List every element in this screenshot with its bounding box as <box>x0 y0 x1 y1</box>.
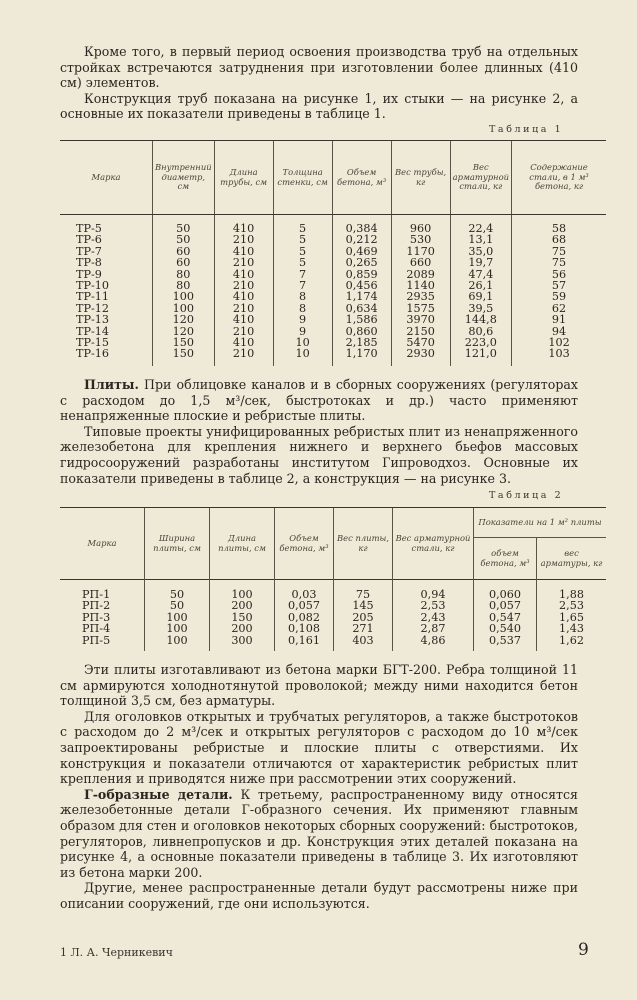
t1-cell: ТР-7 <box>76 244 102 258</box>
t2-header-cell: Ширина плиты, см <box>145 508 210 580</box>
t1-cell: 103 <box>512 348 606 365</box>
t2-cell: 0,082 <box>275 612 334 623</box>
t1-cell: 60 <box>153 257 215 268</box>
intro-block <box>60 44 578 122</box>
t1-cell: 69,1 <box>450 291 511 302</box>
t1-cell: 210 <box>214 303 273 314</box>
t1-cell: 120 <box>153 326 215 337</box>
t2-cell: 50 <box>145 580 210 601</box>
t1-cell: 660 <box>391 257 450 268</box>
table-row <box>60 600 606 611</box>
table2-header-row <box>60 508 606 538</box>
t2-cell: 2,53 <box>537 600 607 611</box>
after-paragraph-3 <box>60 787 578 881</box>
t1-cell: 0,860 <box>332 326 391 337</box>
t1-header-cell: Внутренний диаметр, см <box>153 141 215 215</box>
t1-cell: 5 <box>273 246 332 257</box>
t1-cell: 210 <box>214 280 273 291</box>
table-row <box>60 612 606 623</box>
t1-cell: ТР-11 <box>76 290 110 304</box>
t2-cell: 403 <box>334 635 393 651</box>
table-row <box>60 337 606 348</box>
t2-cell: 271 <box>334 623 393 634</box>
t2-cell: 0,547 <box>474 612 537 623</box>
t1-cell: 26,1 <box>450 280 511 291</box>
t1-cell: 80 <box>153 280 215 291</box>
t1-cell: 80 <box>153 269 215 280</box>
t2-subheader-cell: вес арматуры, кг <box>537 538 607 580</box>
t1-cell: 150 <box>153 337 215 348</box>
t2-cell: 205 <box>334 612 393 623</box>
plates-block <box>60 377 578 486</box>
t1-cell: 210 <box>214 234 273 245</box>
t1-cell: 210 <box>214 348 273 365</box>
t1-cell: 1575 <box>391 303 450 314</box>
t2-cell: 0,161 <box>275 635 334 651</box>
t2-cell: 0,057 <box>474 600 537 611</box>
t1-cell: ТР-6 <box>76 233 102 247</box>
t1-cell: ТР-12 <box>76 301 110 315</box>
table-row <box>60 635 606 651</box>
t1-cell: ТР-13 <box>76 313 110 327</box>
table-row <box>60 314 606 325</box>
table-row <box>60 269 606 280</box>
t1-header-cell: Длина трубы, см <box>214 141 273 215</box>
t1-cell: 5 <box>273 234 332 245</box>
t1-cell: 0,634 <box>332 303 391 314</box>
t1-cell: 58 <box>512 215 606 235</box>
t2-cell: 145 <box>334 600 393 611</box>
table-row <box>60 580 606 601</box>
t1-cell: 47,4 <box>450 269 511 280</box>
t2-header-cell: Вес плиты, кг <box>334 508 393 580</box>
t1-cell: 1170 <box>391 246 450 257</box>
t2-cell: 0,03 <box>275 580 334 601</box>
t2-cell: 1,65 <box>537 612 607 623</box>
t1-cell: 35,0 <box>450 246 511 257</box>
table2-body <box>60 580 606 652</box>
t1-cell: 8 <box>273 291 332 302</box>
table2-caption: Таблица 2 <box>489 490 564 501</box>
t1-cell: 2150 <box>391 326 450 337</box>
t1-cell: 91 <box>512 314 606 325</box>
t2-cell: 0,108 <box>275 623 334 634</box>
t2-cell: 1,62 <box>537 635 607 651</box>
t1-cell: 960 <box>391 215 450 235</box>
t1-cell: 2,185 <box>332 337 391 348</box>
t1-cell: 9 <box>273 314 332 325</box>
t1-cell: 120 <box>153 314 215 325</box>
t2-cell: 150 <box>210 612 275 623</box>
t2-group-header: Показатели на 1 м² плиты <box>474 508 607 538</box>
t1-cell: 50 <box>153 234 215 245</box>
table-row <box>60 303 606 314</box>
t1-cell: 68 <box>512 234 606 245</box>
t1-cell: 9 <box>273 326 332 337</box>
t1-header-cell: Марка <box>60 141 153 215</box>
t1-cell: 0,859 <box>332 269 391 280</box>
t1-cell: 56 <box>512 269 606 280</box>
g-details-text: К третьему, распространенному виду относятся железобетонные детали Г-образного сечения. Их применяют главным образом для стен и оголовков некоторых сборных сооружений: быстротоков, регуляторов, ливнепропусков и др. Конструкция этих деталей показана на рисунке 4, а основные показатели приведены в таблице 3. Их изготовляют из бетона марки 200. <box>60 786 578 880</box>
t1-cell: 62 <box>512 303 606 314</box>
g-details-heading: Г-образные детали. <box>84 786 233 802</box>
after-paragraph-2: Для оголовков открытых и трубчатых регуляторов, а также быстротоков с расходом до 2 м³/сек и открытых регуляторов с расходом до 10 м³/сек запроектированы ребристые и плоские плиты с отверстиями. Их конструкция и показатели отличаются от характеристик ребристых плит крепления и приводятся ниже при рассмотрении этих сооружений. <box>60 708 578 787</box>
intro-paragraph-2: Конструкция труб показана на рисунке 1, их стыки — на рисунке 2, а основные их показатели приведены в таблице 1. <box>60 90 578 122</box>
t1-cell: 3970 <box>391 314 450 325</box>
t1-cell: 94 <box>512 326 606 337</box>
table-row <box>60 257 606 268</box>
table-row <box>60 280 606 291</box>
plates-paragraph-1 <box>60 377 578 424</box>
t1-cell: 410 <box>214 337 273 348</box>
t1-cell: 75 <box>512 257 606 268</box>
t2-cell: 100 <box>145 635 210 651</box>
t1-cell: 7 <box>273 280 332 291</box>
t1-cell: 2935 <box>391 291 450 302</box>
table-1 <box>60 140 606 366</box>
t2-cell: 300 <box>210 635 275 651</box>
t2-subheader-cell: объем бетона, м³ <box>474 538 537 580</box>
t2-cell: РП-3 <box>82 610 111 624</box>
table1-body <box>60 215 606 366</box>
t2-header-cell: Объем бетона, м³ <box>275 508 334 580</box>
t2-cell: 200 <box>210 600 275 611</box>
table-2 <box>60 507 606 651</box>
t1-cell: ТР-15 <box>76 336 110 350</box>
t2-cell: РП-4 <box>82 622 111 636</box>
t2-cell: 0,057 <box>275 600 334 611</box>
t1-cell: 1140 <box>391 280 450 291</box>
t1-cell: ТР-9 <box>76 267 102 281</box>
after-block <box>60 662 578 912</box>
t1-cell: 100 <box>153 291 215 302</box>
t1-cell: 1,174 <box>332 291 391 302</box>
t2-cell: 0,060 <box>474 580 537 601</box>
t2-cell: РП-5 <box>82 633 111 647</box>
t2-cell: 0,540 <box>474 623 537 634</box>
t1-header-cell: Объем бетона, м³ <box>332 141 391 215</box>
t1-cell: 57 <box>512 280 606 291</box>
table-row <box>60 623 606 634</box>
t1-cell: 410 <box>214 291 273 302</box>
t2-header-cell: Вес арматурной стали, кг <box>393 508 474 580</box>
table1-caption: Таблица 1 <box>489 124 564 135</box>
t1-cell: 2089 <box>391 269 450 280</box>
t2-cell: 100 <box>145 612 210 623</box>
t1-cell: 223,0 <box>450 337 511 348</box>
t1-cell: 121,0 <box>450 348 511 365</box>
t1-cell: 410 <box>214 269 273 280</box>
plates-heading: Плиты. <box>84 377 139 392</box>
t1-cell: 39,5 <box>450 303 511 314</box>
t2-cell: РП-2 <box>82 599 111 613</box>
t2-cell: 0,537 <box>474 635 537 651</box>
t1-header-cell: Вес трубы, кг <box>391 141 450 215</box>
t2-cell: 50 <box>145 600 210 611</box>
t1-cell: 210 <box>214 326 273 337</box>
t2-cell: 0,94 <box>393 580 474 601</box>
table-row <box>60 348 606 365</box>
intro-paragraph-1: Кроме того, в первый период освоения производства труб на отдельных стройках встречаются затруднения при изготовлении более длинных (410 см) элементов. <box>60 44 578 91</box>
after-paragraph-4: Другие, менее распространенные детали будут рассмотрены ниже при описании сооружений, где они используются. <box>60 880 578 911</box>
t2-cell: 75 <box>334 580 393 601</box>
plates-p1-text: При облицовке каналов и в сборных сооружениях (регуляторах с расходом до 1,5 м³/сек, быстротоках и др.) часто применяют ненапряженные плоские и ребристые плиты. <box>60 377 578 424</box>
table-row <box>60 326 606 337</box>
t1-cell: 60 <box>153 246 215 257</box>
t2-header-cell: Длина плиты, см <box>210 508 275 580</box>
t1-cell: 410 <box>214 215 273 235</box>
t1-cell: 0,469 <box>332 246 391 257</box>
t1-cell: 0,265 <box>332 257 391 268</box>
t1-cell: 75 <box>512 246 606 257</box>
t1-cell: 80,6 <box>450 326 511 337</box>
plates-paragraph-2: Типовые проекты унифицированных ребристых плит из ненапряженного железобетона для крепления нижнего и верхнего бьефов массовых гидросооружений разработаны институтом Гипроводхоз. Основные их показатели приведены в таблице 2, а конструкция — на рисунке 3. <box>60 423 578 486</box>
t2-cell: 2,87 <box>393 623 474 634</box>
t2-cell: 1,43 <box>537 623 607 634</box>
t2-cell: 200 <box>210 623 275 634</box>
table-row <box>60 234 606 245</box>
page-number: 9 <box>578 940 589 960</box>
t1-cell: 102 <box>512 337 606 348</box>
t1-cell: 5 <box>273 257 332 268</box>
table-row <box>60 246 606 257</box>
t1-cell: ТР-5 <box>76 222 102 235</box>
t1-cell: 22,4 <box>450 215 511 235</box>
t1-cell: 0,384 <box>332 215 391 235</box>
t1-header-cell: Содержание стали, в 1 м³ бетона, кг <box>512 141 606 215</box>
t1-cell: 144,8 <box>450 314 511 325</box>
t1-cell: ТР-16 <box>76 347 110 361</box>
t1-cell: ТР-10 <box>76 279 110 293</box>
t1-cell: 1,170 <box>332 348 391 365</box>
t1-cell: 2930 <box>391 348 450 365</box>
t2-cell: 100 <box>210 580 275 601</box>
t1-cell: 150 <box>153 348 215 365</box>
t1-cell: 5470 <box>391 337 450 348</box>
t1-cell: 7 <box>273 269 332 280</box>
table-row <box>60 215 606 235</box>
t2-cell: 1,88 <box>537 580 607 601</box>
t2-cell: 2,53 <box>393 600 474 611</box>
t1-cell: 59 <box>512 291 606 302</box>
t2-cell: 100 <box>145 623 210 634</box>
t1-cell: 10 <box>273 348 332 365</box>
t1-cell: 50 <box>153 215 215 235</box>
footer-signature: 1 Л. А. Черникевич <box>60 946 173 959</box>
t1-cell: 410 <box>214 314 273 325</box>
t1-cell: ТР-8 <box>76 256 102 270</box>
after-paragraph-1: Эти плиты изготавливают из бетона марки БГТ-200. Ребра толщиной 11 см армируются холоднотянутой проволокой; между ними находится бетон толщиной 3,5 см, без арматуры. <box>60 662 578 709</box>
t2-cell: 4,86 <box>393 635 474 651</box>
t1-cell: ТР-14 <box>76 324 110 338</box>
t1-cell: 530 <box>391 234 450 245</box>
t1-cell: 0,456 <box>332 280 391 291</box>
t1-cell: 1,586 <box>332 314 391 325</box>
t1-header-cell: Толщина стенки, см <box>273 141 332 215</box>
t2-cell: 2,43 <box>393 612 474 623</box>
t2-cell: РП-1 <box>82 588 111 601</box>
table1-header-row <box>60 141 606 215</box>
t1-cell: 19,7 <box>450 257 511 268</box>
t1-cell: 100 <box>153 303 215 314</box>
t1-cell: 410 <box>214 246 273 257</box>
t2-header-cell: Марка <box>60 508 145 580</box>
table-row <box>60 291 606 302</box>
t1-header-cell: Вес арматурной стали, кг <box>450 141 511 215</box>
t1-cell: 0,212 <box>332 234 391 245</box>
t1-cell: 5 <box>273 215 332 235</box>
t1-cell: 8 <box>273 303 332 314</box>
t1-cell: 210 <box>214 257 273 268</box>
t1-cell: 13,1 <box>450 234 511 245</box>
t1-cell: 10 <box>273 337 332 348</box>
